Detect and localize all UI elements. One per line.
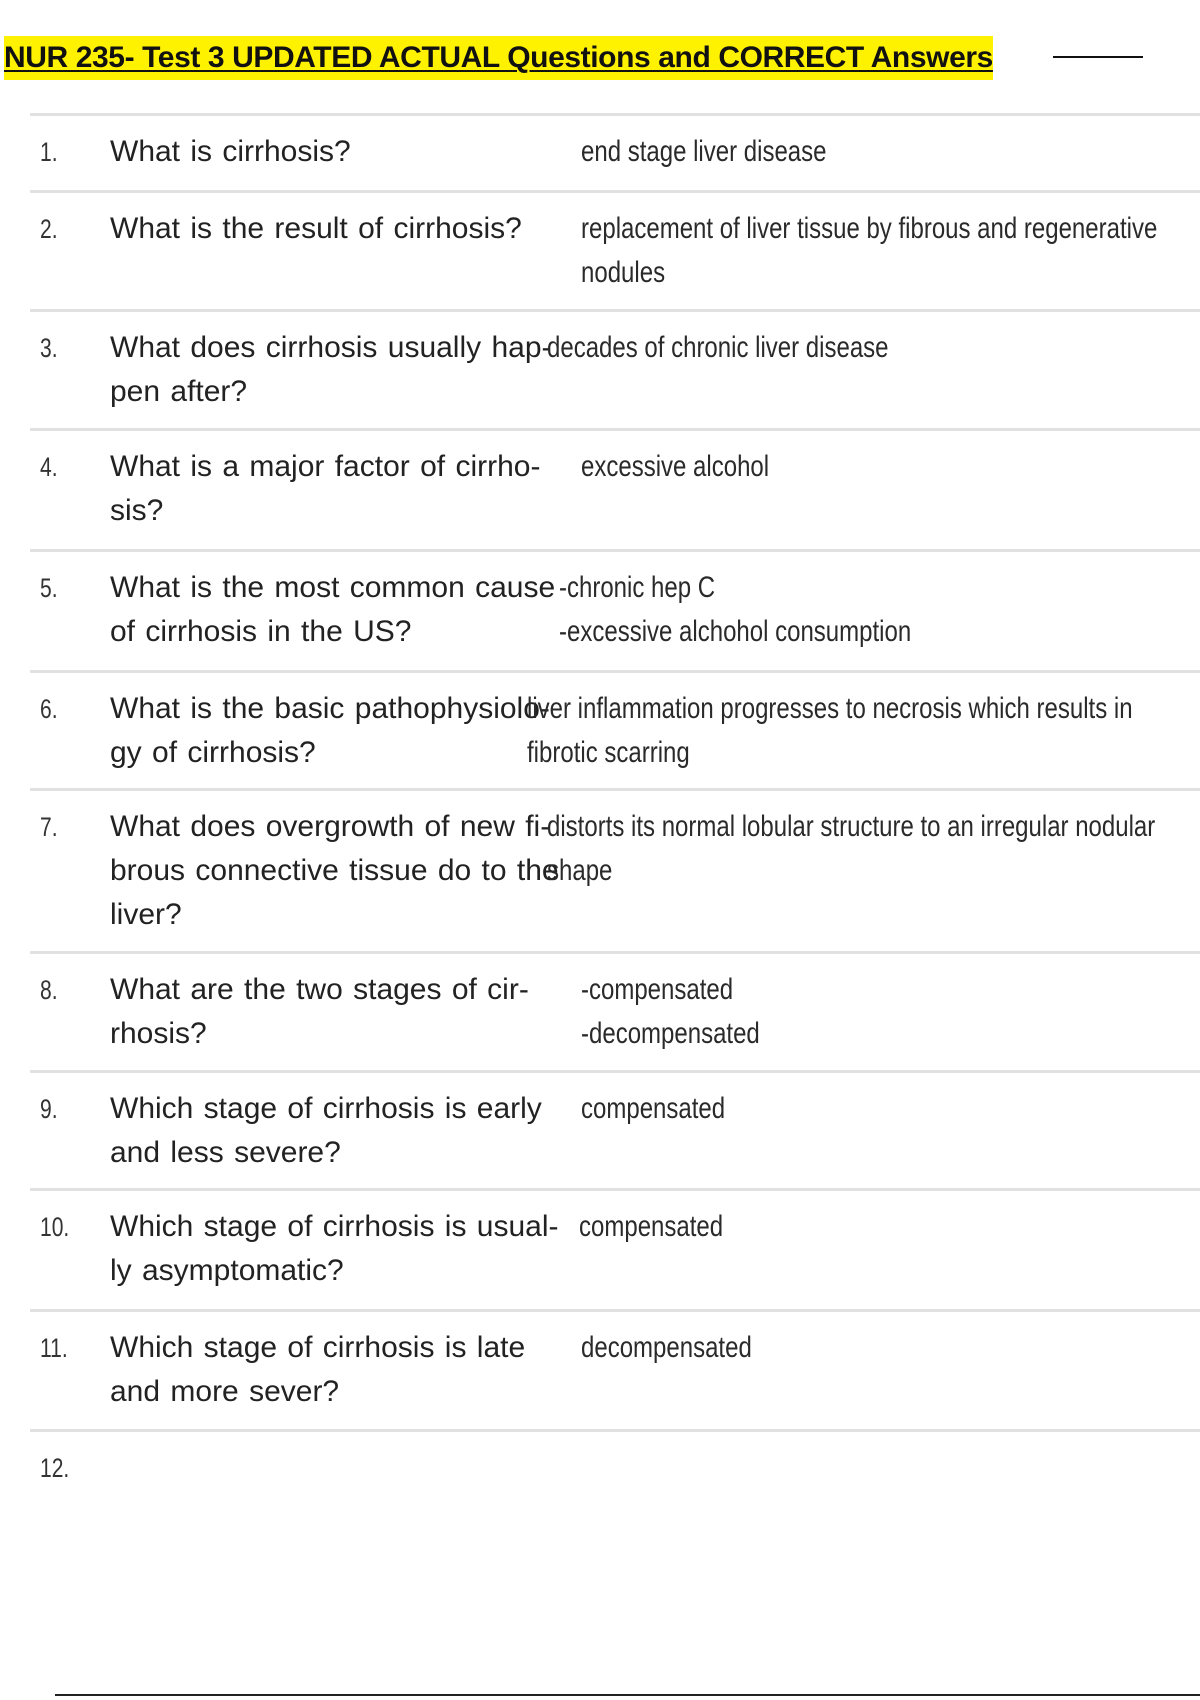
qa-row xyxy=(30,1070,1200,1169)
question-number: 7. xyxy=(40,812,58,842)
qa-row xyxy=(30,1429,1200,1483)
answer-line: decades of chronic liver disease xyxy=(547,331,889,364)
answer-line: nodules xyxy=(581,256,666,289)
answer-text xyxy=(527,687,1133,775)
answer-line: decompensated xyxy=(581,1331,752,1364)
answer-line: excessive alcohol xyxy=(581,450,770,483)
question-text: What are the two stages of cir- rhosis? xyxy=(110,973,529,1050)
answer-line: replacement of liver tissue by fibrous and regenerative xyxy=(581,212,1158,245)
answer-line: -excessive alchohol consumption xyxy=(559,615,912,648)
question-text: Which stage of cirrhosis is early and less severe? xyxy=(110,1092,542,1169)
question-text: What is the basic pathophysiolo- gy of cirrhosis? xyxy=(110,692,550,769)
answer-line: compensated xyxy=(579,1210,724,1243)
answer-text xyxy=(581,445,769,489)
answer-line: liver inflammation progresses to necrosis which results in xyxy=(527,692,1133,725)
qa-row xyxy=(30,549,1200,648)
question-number: 1. xyxy=(40,137,58,167)
question-number: 12. xyxy=(40,1453,70,1483)
answer-line: fibrotic scarring xyxy=(527,736,690,769)
question-number: 2. xyxy=(40,214,58,244)
answer-line: -decompensated xyxy=(581,1017,760,1050)
question-number: 5. xyxy=(40,573,58,603)
answer-text xyxy=(547,326,889,370)
question-number: 11. xyxy=(40,1333,68,1363)
answer-line: end stage liver disease xyxy=(581,135,827,168)
qa-row xyxy=(30,190,1200,289)
question-text: What is the most common cause of cirrhosis in the US? xyxy=(110,571,556,648)
footer-rule xyxy=(55,1694,1200,1696)
question-number: 10. xyxy=(40,1212,70,1242)
question-number: 6. xyxy=(40,694,58,724)
qa-row xyxy=(30,113,1200,168)
answer-text xyxy=(581,1087,725,1131)
answer-line: compensated xyxy=(581,1092,726,1125)
qa-row xyxy=(30,951,1200,1050)
question-number: 4. xyxy=(40,452,58,482)
question-number: 8. xyxy=(40,975,58,1005)
answer-line: -compensated xyxy=(581,973,734,1006)
question-text: What does overgrowth of new fi- brous connective tissue do to the liver? xyxy=(110,810,559,931)
question-number: 3. xyxy=(40,333,58,363)
answer-line: -chronic hep C xyxy=(559,571,716,604)
qa-row xyxy=(30,670,1200,769)
question-text: What does cirrhosis usually hap- pen after? xyxy=(110,331,552,408)
title-rule xyxy=(1053,56,1143,58)
question-text: What is cirrhosis? xyxy=(110,135,351,168)
qa-row xyxy=(30,1188,1200,1287)
answer-line: shape xyxy=(547,854,613,887)
qa-row xyxy=(30,309,1200,408)
question-text: What is the result of cirrhosis? xyxy=(110,212,522,245)
question-text: Which stage of cirrhosis is usual- ly asymptomatic? xyxy=(110,1210,559,1287)
qa-row xyxy=(30,788,1200,931)
answer-text xyxy=(581,207,1157,295)
question-text: Which stage of cirrhosis is late and more sever? xyxy=(110,1331,526,1408)
answer-text xyxy=(581,130,826,174)
answer-text xyxy=(579,1205,723,1249)
question-number: 9. xyxy=(40,1094,58,1124)
qa-row xyxy=(30,428,1200,527)
answer-line: distorts its normal lobular structure to an irregular nodular xyxy=(547,810,1156,843)
question-text: What is a major factor of cirrho- sis? xyxy=(110,450,541,527)
answer-text xyxy=(547,805,1155,893)
answer-text xyxy=(559,566,911,654)
document-title: NUR 235- Test 3 UPDATED ACTUAL Questions and CORRECT Answers xyxy=(4,36,993,80)
answer-text xyxy=(581,968,760,1056)
answer-text xyxy=(581,1326,752,1370)
qa-row xyxy=(30,1309,1200,1408)
